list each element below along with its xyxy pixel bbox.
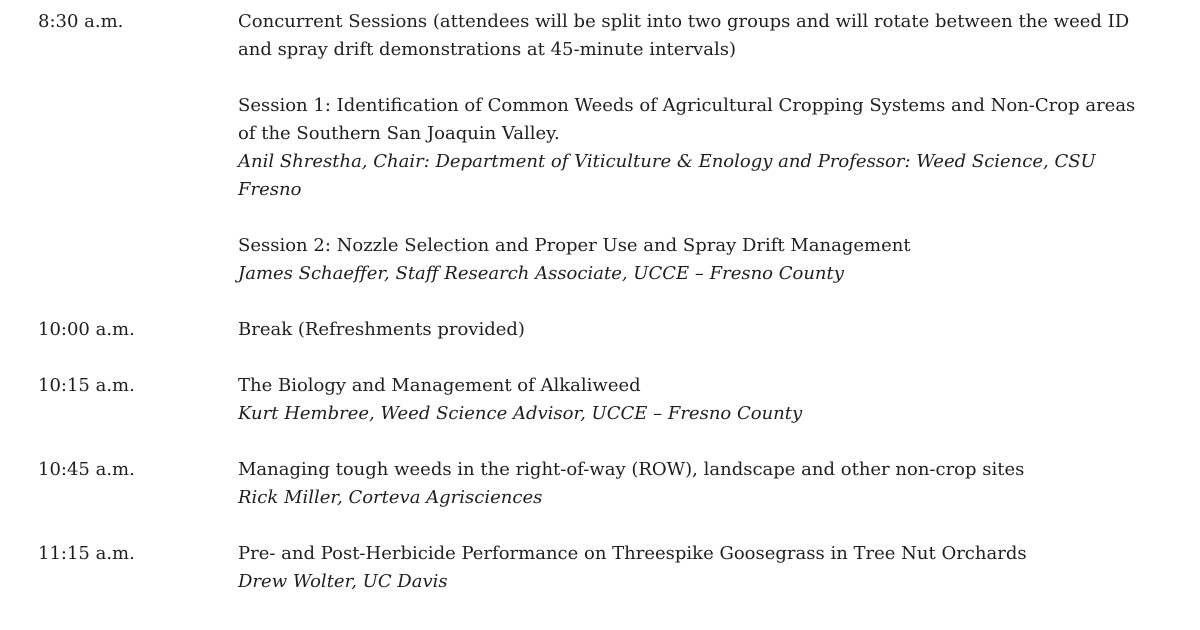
- speaker-line: Rick Miller, Corteva Agrisciences: [238, 487, 543, 508]
- time-label: 10:45 a.m.: [38, 459, 135, 480]
- speaker-line: Kurt Hembree, Weed Science Advisor, UCCE – Fresno County: [238, 403, 803, 424]
- time-label: 11:15 a.m.: [38, 543, 135, 564]
- session-content: [238, 540, 1143, 596]
- session-title: Break (Refreshments provided): [238, 319, 525, 340]
- session-title: Session 2: Nozzle Selection and Proper Use and Spray Drift Management: [238, 235, 911, 256]
- speaker-line: Drew Wolter, UC Davis: [238, 571, 448, 592]
- session-content: [238, 8, 1143, 288]
- speaker-line: James Schaeffer, Staff Research Associate, UCCE – Fresno County: [238, 263, 844, 284]
- time-label: 10:00 a.m.: [38, 319, 135, 340]
- agenda-row-1115: [38, 540, 1200, 596]
- time-label: 10:15 a.m.: [38, 375, 135, 396]
- session-title: The Biology and Management of Alkaliweed: [238, 375, 641, 396]
- agenda-row-1015: [38, 372, 1200, 428]
- session-content: [238, 372, 1143, 428]
- speaker-line: Anil Shrestha, Chair: Department of Viticulture & Enology and Professor: Weed Science, CSU Fresno: [238, 151, 1096, 200]
- time-label: 8:30 a.m.: [38, 11, 124, 32]
- session-description: Concurrent Sessions (attendees will be split into two groups and will rotate between the weed ID and spray drift demonstrations at 45-minute intervals): [238, 11, 1130, 60]
- agenda-row-1045: [38, 456, 1200, 512]
- session-title: Managing tough weeds in the right-of-way (ROW), landscape and other non-crop sites: [238, 459, 1025, 480]
- session-content: [238, 316, 1143, 344]
- session-title: Pre- and Post-Herbicide Performance on Threespike Goosegrass in Tree Nut Orchards: [238, 543, 1027, 564]
- session-title: Session 1: Identification of Common Weeds of Agricultural Cropping Systems and Non-Crop areas of the Southern San Joaquin Valley.: [238, 95, 1136, 144]
- agenda-row-830: [38, 8, 1200, 288]
- session-content: [238, 456, 1143, 512]
- agenda-row-1000: [38, 316, 1200, 344]
